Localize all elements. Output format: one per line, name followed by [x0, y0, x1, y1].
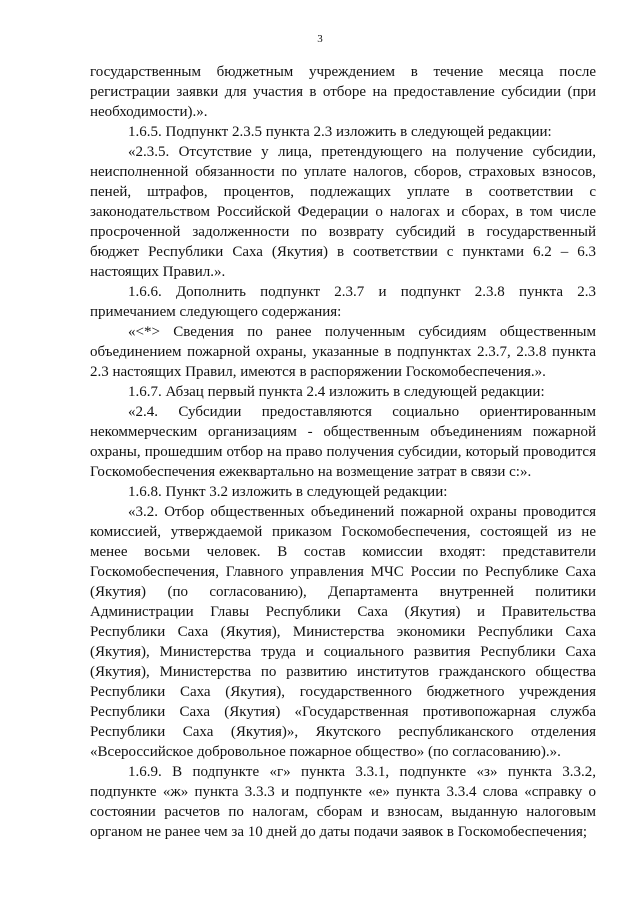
paragraph-1-6-6: 1.6.6. Дополнить подпункт 2.3.7 и подпункт 2.3.8 пункта 2.3 примечанием следующего содержания:	[90, 284, 596, 320]
paragraph-1-6-8: 1.6.8. Пункт 3.2 изложить в следующей редакции:	[128, 484, 448, 500]
paragraph-continuation: государственным бюджетным учреждением в течение месяца после регистрации заявки для участия в отборе на предоставление субсидии (при необходимости).».	[90, 64, 596, 120]
paragraph-1-6-7: 1.6.7. Абзац первый пункта 2.4 изложить в следующей редакции:	[128, 384, 545, 400]
paragraph-1-6-5: 1.6.5. Подпункт 2.3.5 пункта 2.3 изложить в следующей редакции:	[128, 124, 552, 140]
paragraph-note-quote: «<*> Сведения по ранее полученным субсидиям общественным объединением пожарной охраны, указанные в подпунктах 2.3.7, 2.3.8 пункта 2.3 настоящих Правил, имеются в распоряжении Госкомобеспечения.».	[90, 324, 596, 380]
document-body	[90, 62, 596, 842]
paragraph-2-4-quote: «2.4. Субсидии предоставляются социально ориентированным некоммерческим организациям - общественным объединениям пожарной охраны, прошедшим отбор на право получения субсидии, который проводится Госкомобеспечения ежеквартально на возмещение затрат в связи с:».	[90, 404, 596, 480]
paragraph-1-6-9: 1.6.9. В подпункте «г» пункта 3.3.1, подпункте «з» пункта 3.3.2, подпункте «ж» пункта 3.3.3 и подпункте «е» пункта 3.3.4 слова «справку о состоянии расчетов по налогам, сборам и взносам, выданную налоговым органом не ранее чем за 10 дней до даты подачи заявок в Госкомобеспечения;	[90, 764, 596, 840]
paragraph-3-2-quote: «3.2. Отбор общественных объединений пожарной охраны проводится комиссией, утверждаемой приказом Госкомобеспечения, состоящей из не менее восьми человек. В состав комиссии входят: представители Госкомобеспечения, Главного управления МЧС России по Республике Саха (Якутия) (по согласованию), Департамента внутренней политики Администрации Главы Республики Саха (Якутия) и Правительства Республики Саха (Якутия), Министерства экономики Республики Саха (Якутия), Министерства труда и социального развития Республики Саха (Якутия), Министерства по развитию институтов гражданского общества Республики Саха (Якутия), государственного бюджетного учреждения Республики Саха (Якутия) «Государственная противопожарная служба Республики Саха (Якутия)», Якутского республиканского отделения «Всероссийское добровольное пожарное общество» (по согласованию).».	[90, 504, 596, 760]
paragraph-2-3-5-quote: «2.3.5. Отсутствие у лица, претендующего на получение субсидии, неисполненной обязанности по уплате налогов, сборов, страховых взносов, пеней, штрафов, процентов, подлежащих уплате в соответствии с законодательством Российской Федерации о налогах и сборах, в том числе просроченной задолженности по возврату субсидий в государственный бюджет Республики Саха (Якутия) в соответствии с пунктами 6.2 – 6.3 настоящих Правил.».	[90, 144, 596, 280]
page-number: 3	[317, 33, 323, 45]
